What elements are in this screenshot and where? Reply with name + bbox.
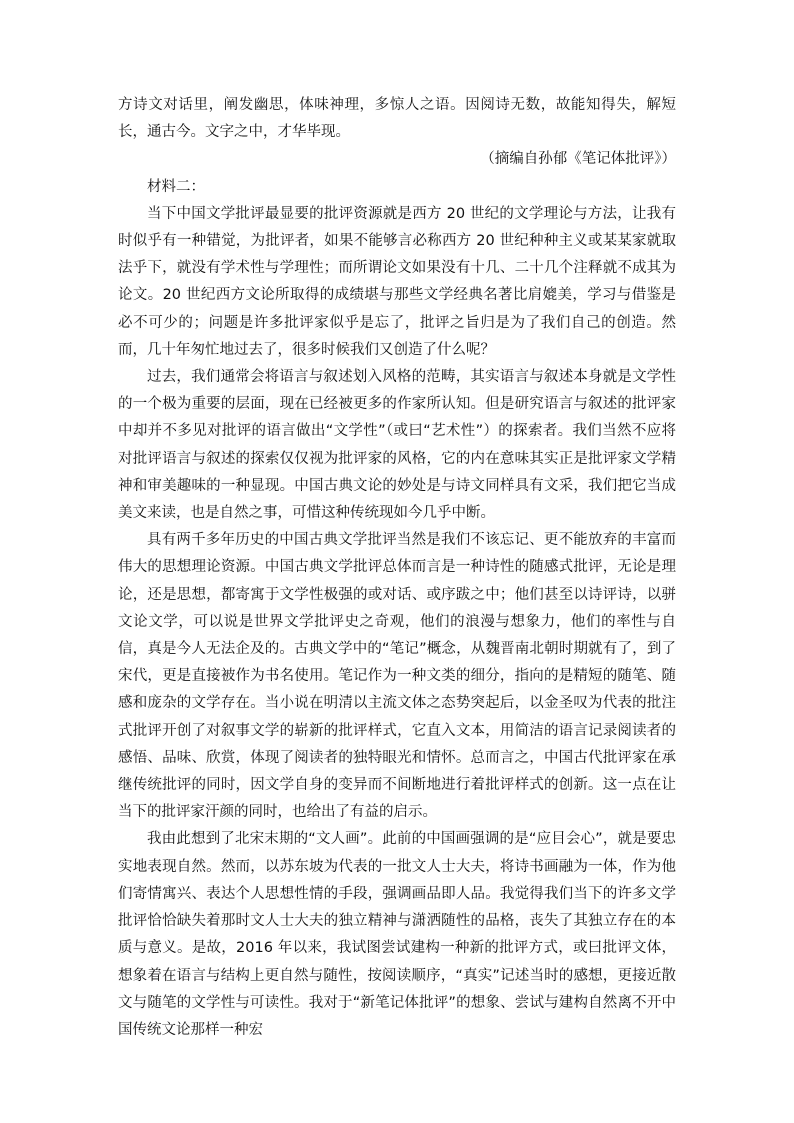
continuation-paragraph: 方诗文对话里，阐发幽思，体味神理，多惊人之语。因阅诗无数，故能知得失，解短长，通古今。文字之中，才华毕现。: [118, 97, 676, 141]
article-body: [118, 92, 676, 1044]
source-citation: （摘编自孙郁《笔记体批评》）: [480, 151, 676, 168]
body-paragraph-2: 过去，我们通常会将语言与叙述划入风格的范畴，其实语言与叙述本身就是文学性的一个极为重要的层面，现在已经被更多的作家所认知。但是研究语言与叙述的批评家中却并不多见对批评的语言做出“文学性”（或曰“艺术性”）的探索者。我们当然不应将对批评语言与叙述的探索仅仅视为批评家的风格，它的内在意味其实正是批评家文学精神和审美趣味的一种显现。中国古典文论的妙处是与诗文同样具有文采，我们把它当成美文来读，也是自然之事，可惜这种传统现如今几乎中断。: [118, 369, 676, 522]
body-paragraph-1: 当下中国文学批评最显要的批评资源就是西方 20 世纪的文学理论与方法，让我有时似乎有一种错觉，为批评者，如果不能够言必称西方 20 世纪种种主义或某某家就取法乎下，就没有学术性与学理性；而所谓论文如果没有十几、二十几个注释就不成其为论文。20 世纪西方文论所取得的成绩堪与那些文学经典名著比肩媲美，学习与借鉴是必不可少的；问题是许多批评家似乎是忘了，批评之旨归是为了我们自己的创造。然而，几十年匆忙地过去了，很多时候我们又创造了什么呢？: [118, 205, 676, 358]
body-paragraph-3: 具有两千多年历史的中国古典文学批评当然是我们不该忘记、更不能放弃的丰富而伟大的思想理论资源。中国古典文学批评总体而言是一种诗性的随感式批评，无论是理论，还是思想，都寄寓于文学性极强的或对话、或序跋之中；他们甚至以诗评诗，以骈文论文学，可以说是世界文学批评史之奇观，他们的浪漫与想象力，他们的率性与自信，真是今人无法企及的。古典文学中的“笔记”概念，从魏晋南北朝时期就有了，到了宋代，更是直接被作为书名使用。笔记作为一种文类的细分，指向的是精短的随笔、随感和庞杂的文学存在。当小说在明清以主流文体之态势突起后，以金圣叹为代表的批注式批评开创了对叙事文学的崭新的批评样式，它直入文本，用简洁的语言记录阅读者的感悟、品味、欣赏，体现了阅读者的独特眼光和情怀。总而言之，中国古代批评家在承继传统批评的同时，因文学自身的变异而不间断地进行着批评样式的创新。这一点在让当下的批评家汗颜的同时，也给出了有益的启示。: [118, 532, 676, 821]
body-paragraph-4: 我由此想到了北宋末期的“文人画”。此前的中国画强调的是“应目会心”，就是要忠实地表现自然。然而，以苏东坡为代表的一批文人士大夫，将诗书画融为一体，作为他们寄情寓兴、表达个人思想性情的手段，强调画品即人品。我觉得我们当下的许多文学批评恰恰缺失着那时文人士大夫的独立精神与潇洒随性的品格，丧失了其独立存在的本质与意义。是故，2016 年以来，我试图尝试建构一种新的批评方式，或曰批评文体，想象着在语言与结构上更自然与随性，按阅读顺序，“真实”记述当时的感想，更接近散文与随笔的文学性与可读性。我对于“新笔记体批评”的想象、尝试与建构自然离不开中国传统文论那样一种宏: [118, 831, 676, 1038]
material-label: 材料二：: [147, 178, 205, 195]
